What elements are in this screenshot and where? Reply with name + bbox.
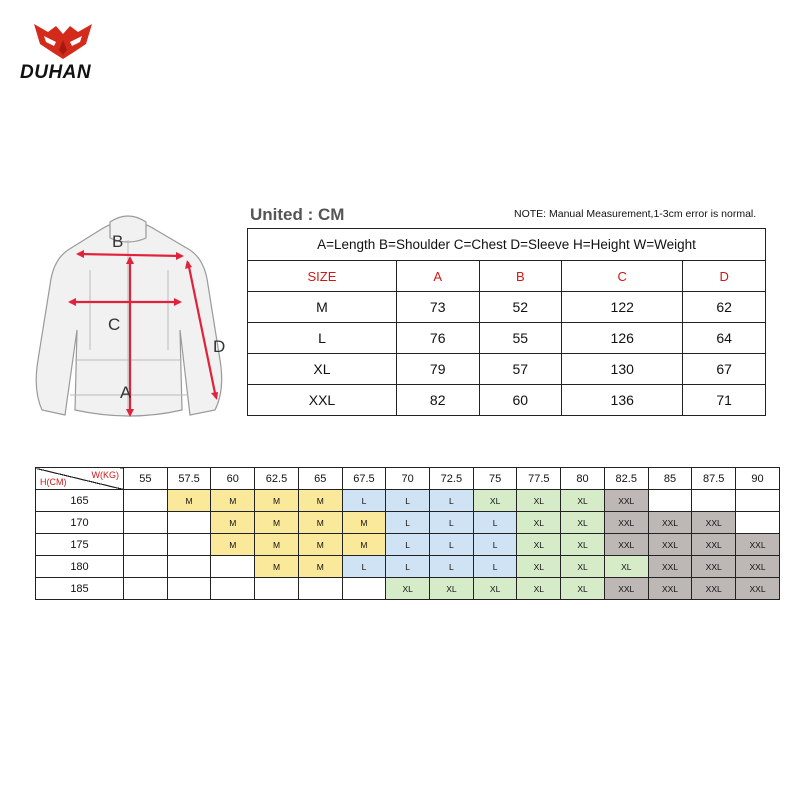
table-row	[36, 534, 780, 556]
value-cell: 130	[562, 354, 683, 385]
size-recommendation-cell: XXL	[648, 578, 692, 600]
size-recommendation-cell: M	[342, 512, 386, 534]
value-cell: 126	[562, 323, 683, 354]
weight-header-cell: 55	[124, 468, 168, 490]
size-recommendation-cell: L	[342, 556, 386, 578]
weight-header-cell: 85	[648, 468, 692, 490]
size-legend: A=Length B=Shoulder C=Chest D=Sleeve H=Height W=Weight	[248, 229, 766, 261]
table-row	[36, 512, 780, 534]
size-recommendation-cell: L	[342, 490, 386, 512]
size-recommendation-cell: L	[386, 512, 430, 534]
size-recommendation-cell	[124, 490, 168, 512]
value-cell: 55	[479, 323, 562, 354]
size-recommendation-cell: XL	[473, 490, 517, 512]
value-cell: 64	[683, 323, 766, 354]
unit-title: United : CM	[250, 205, 345, 224]
measurement-note: NOTE: Manual Measurement,1-3cm error is normal.	[514, 208, 757, 220]
size-recommendation-cell: XL	[517, 534, 561, 556]
table-row	[36, 490, 780, 512]
weight-header-cell: 65	[298, 468, 342, 490]
height-cell: 180	[36, 556, 124, 578]
jacket-diagram	[30, 210, 260, 440]
table-row	[36, 556, 780, 578]
size-recommendation-cell: M	[255, 512, 299, 534]
duhan-mask-icon	[32, 22, 94, 60]
size-recommendation-cell: L	[473, 512, 517, 534]
size-recommendation-cell: XL	[561, 490, 605, 512]
size-recommendation-cell: XL	[561, 534, 605, 556]
size-recommendation-cell: XXL	[604, 512, 648, 534]
weight-header-cell: 60	[211, 468, 255, 490]
size-recommendation-cell	[124, 534, 168, 556]
label-d: D	[213, 337, 226, 356]
size-recommendation-cell	[167, 512, 211, 534]
size-recommendation-cell	[167, 534, 211, 556]
header-cell: D	[683, 261, 766, 292]
weight-header-cell: 72.5	[430, 468, 474, 490]
size-recommendation-cell	[298, 578, 342, 600]
label-b: B	[112, 232, 124, 251]
size-recommendation-cell: L	[430, 512, 474, 534]
size-recommendation-cell: M	[298, 490, 342, 512]
size-recommendation-cell	[736, 490, 780, 512]
size-cell: XXL	[248, 385, 397, 416]
value-cell: 82	[396, 385, 479, 416]
header-cell: B	[479, 261, 562, 292]
size-recommendation-cell: L	[430, 490, 474, 512]
header-cell: C	[562, 261, 683, 292]
size-recommendation-cell	[124, 578, 168, 600]
size-recommendation-cell: L	[386, 534, 430, 556]
value-cell: 67	[683, 354, 766, 385]
size-cell: XL	[248, 354, 397, 385]
size-recommendation-cell	[211, 556, 255, 578]
size-recommendation-cell	[167, 556, 211, 578]
weight-header-cell: 67.5	[342, 468, 386, 490]
jacket-illustration	[30, 210, 260, 440]
value-cell: 122	[562, 292, 683, 323]
size-recommendation-cell: XXL	[604, 490, 648, 512]
size-table	[247, 228, 766, 416]
size-cell: M	[248, 292, 397, 323]
size-recommendation-cell: XXL	[692, 512, 736, 534]
size-recommendation-cell: XXL	[692, 556, 736, 578]
size-recommendation-cell: XXL	[692, 534, 736, 556]
header-cell: SIZE	[248, 261, 397, 292]
label-c: C	[108, 315, 121, 334]
size-recommendation-cell: M	[211, 490, 255, 512]
size-recommendation-cell: XXL	[648, 512, 692, 534]
height-cell: 165	[36, 490, 124, 512]
value-cell: 57	[479, 354, 562, 385]
weight-header-row	[36, 468, 780, 490]
size-recommendation-cell	[255, 578, 299, 600]
size-recommendation-cell	[736, 512, 780, 534]
label-a: A	[120, 383, 132, 402]
size-recommendation-cell: XL	[517, 578, 561, 600]
weight-header-cell: 57.5	[167, 468, 211, 490]
table-row	[248, 354, 766, 385]
size-recommendation-cell: XL	[604, 556, 648, 578]
size-recommendation-cell: M	[211, 512, 255, 534]
size-recommendation-cell	[124, 556, 168, 578]
value-cell: 76	[396, 323, 479, 354]
size-recommendation-cell: XL	[386, 578, 430, 600]
size-recommendation-cell: M	[298, 556, 342, 578]
size-recommendation-cell: M	[255, 534, 299, 556]
size-recommendation-cell: XL	[430, 578, 474, 600]
size-recommendation-cell: L	[386, 490, 430, 512]
weight-header-cell: 77.5	[517, 468, 561, 490]
value-cell: 52	[479, 292, 562, 323]
size-recommendation-cell: L	[430, 534, 474, 556]
header-cell: A	[396, 261, 479, 292]
size-cell: L	[248, 323, 397, 354]
size-recommendation-cell	[211, 578, 255, 600]
weight-header-cell: 87.5	[692, 468, 736, 490]
size-recommendation-cell: M	[255, 490, 299, 512]
value-cell: 136	[562, 385, 683, 416]
size-recommendation-cell: M	[298, 512, 342, 534]
size-recommendation-cell: XL	[561, 578, 605, 600]
value-cell: 62	[683, 292, 766, 323]
table-row	[248, 292, 766, 323]
size-recommendation-cell	[692, 490, 736, 512]
table-row	[248, 385, 766, 416]
size-recommendation-cell: XL	[517, 512, 561, 534]
weight-header-cell: 75	[473, 468, 517, 490]
size-recommendation-cell: XL	[517, 556, 561, 578]
table-row	[36, 578, 780, 600]
size-recommendation-cell: M	[211, 534, 255, 556]
size-recommendation-cell	[167, 578, 211, 600]
value-cell: 73	[396, 292, 479, 323]
weight-header-cell: 62.5	[255, 468, 299, 490]
size-recommendation-cell: M	[255, 556, 299, 578]
size-recommendation-cell: M	[167, 490, 211, 512]
size-recommendation-cell: XXL	[604, 534, 648, 556]
height-axis-label: H(CM)	[40, 477, 67, 487]
size-recommendation-cell: XXL	[692, 578, 736, 600]
brand-logo	[18, 22, 128, 92]
brand-name: DUHAN	[20, 62, 92, 83]
height-cell: 185	[36, 578, 124, 600]
weight-header-cell: 80	[561, 468, 605, 490]
size-recommendation-cell: XXL	[604, 578, 648, 600]
height-cell: 170	[36, 512, 124, 534]
corner-cell	[36, 468, 124, 490]
value-cell: 79	[396, 354, 479, 385]
value-cell: 60	[479, 385, 562, 416]
weight-header-cell: 82.5	[604, 468, 648, 490]
size-table-header	[248, 261, 766, 292]
weight-header-cell: 90	[736, 468, 780, 490]
size-recommendation-cell: L	[473, 556, 517, 578]
weight-height-table	[35, 467, 780, 600]
size-recommendation-cell	[648, 490, 692, 512]
size-recommendation-cell: XL	[561, 556, 605, 578]
size-recommendation-cell: L	[386, 556, 430, 578]
size-recommendation-cell: XXL	[648, 534, 692, 556]
size-recommendation-cell	[124, 512, 168, 534]
size-recommendation-cell: XL	[561, 512, 605, 534]
size-recommendation-cell: XL	[517, 490, 561, 512]
value-cell: 71	[683, 385, 766, 416]
size-recommendation-cell: L	[430, 556, 474, 578]
size-recommendation-cell: XXL	[736, 534, 780, 556]
height-cell: 175	[36, 534, 124, 556]
size-recommendation-cell: XL	[473, 578, 517, 600]
weight-header-cell: 70	[386, 468, 430, 490]
size-recommendation-cell: M	[298, 534, 342, 556]
size-recommendation-cell: M	[342, 534, 386, 556]
weight-axis-label: W(KG)	[91, 470, 119, 480]
size-recommendation-cell: XXL	[736, 556, 780, 578]
size-recommendation-cell	[342, 578, 386, 600]
table-row	[248, 323, 766, 354]
size-recommendation-cell: XXL	[648, 556, 692, 578]
size-recommendation-cell: XXL	[736, 578, 780, 600]
size-recommendation-cell: L	[473, 534, 517, 556]
